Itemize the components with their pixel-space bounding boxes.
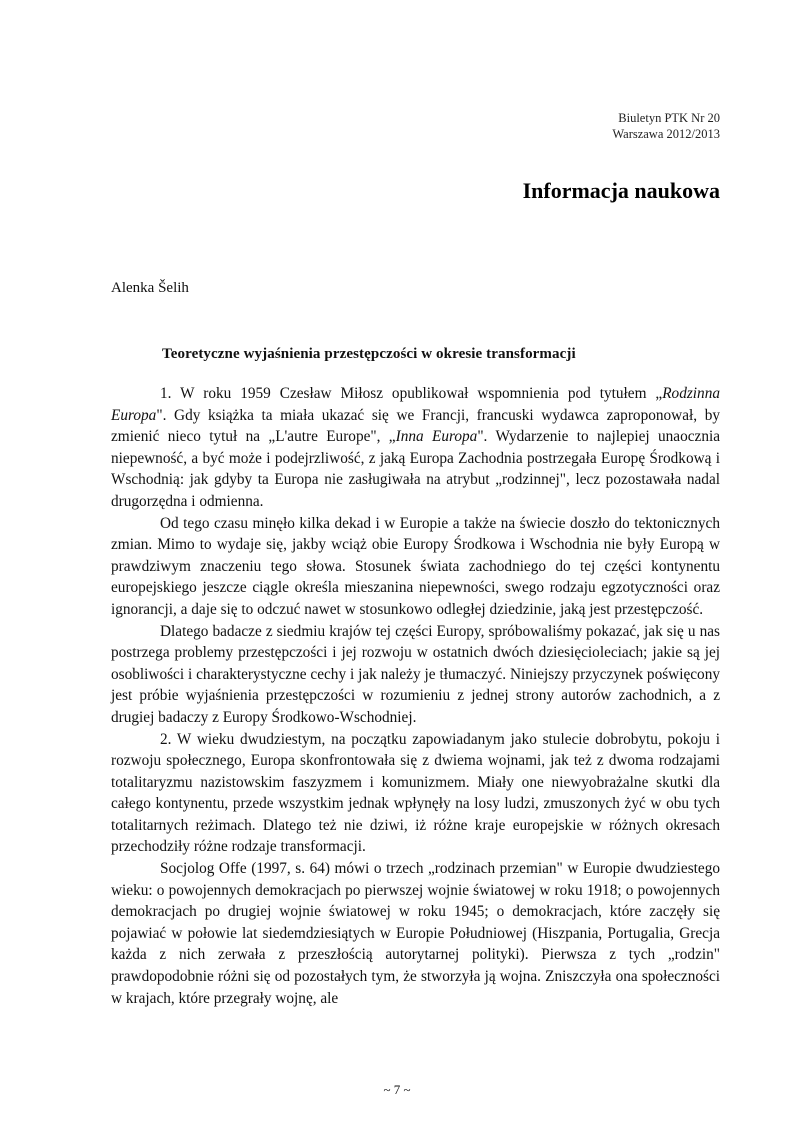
book-title-inna-europa: Inna Europa xyxy=(395,428,478,446)
paragraph-5: Socjolog Offe (1997, s. 64) mówi o trzech „rodzinach przemian" w Europie dwudziestego wieku: o powojennych demokracjach po pierwszej wojnie światowej w roku 1918; o powojennych demokracjach po drugiej wojnie światowej w roku 1945; o demokracjach, które zaczęły się pojawiać w połowie lat siedemdziesiątych w Europie Południowej (Hiszpania, Portugalia, Grecja każda z nich zerwała z przeszłością autorytarnej polityki). Pierwsza z tych „rodzin" prawdopodobnie różni się od pozostałych tym, że stworzyła ją wojna. Zniszczyła ona społeczności w krajach, które przegrały wojnę, ale xyxy=(111,860,720,1007)
section-title: Informacja naukowa xyxy=(522,178,720,203)
paragraph-3: Dlatego badacze z siedmiu krajów tej części Europy, spróbowaliśmy pokazać, jak się u nas postrzega problemy przestępczości i jej rozwoju w ostatnich dwóch dziesięcioleciach; jakie są jej osobliwości i charakterystyczne cechy i jak należy je tłumaczyć. Niniejszy przyczynek poświęcony jest próbie wyjaśnienia przestępczości w rozumieniu z jednej strony autorów zachodnich, a z drugiej badaczy z Europy Środkowo-Wschodniej. xyxy=(111,622,720,726)
author-name: Alenka Šelih xyxy=(111,280,189,296)
page-number: ~ 7 ~ xyxy=(383,1082,411,1097)
journal-name: Biuletyn PTK Nr 20 xyxy=(618,111,720,125)
paragraph-4: 2. W wieku dwudziestym, na początku zapowiadanym jako stulecie dobrobytu, pokoju i rozwoju społecznego, Europa skonfrontowała się z dwiema wojnami, jak też z dwoma rodzajami totalitaryzmu nazistowskim faszyzmem i komunizmem. Miały one niewyobrażalne skutki dla całego kontynentu, przede wszystkim jednak wpłynęły na losy ludzi, zmuszonych żyć w obu tych totalitarnych reżimach. Dlatego też nie dziwi, iż różne kraje europejskie w różnych okresach przechodziły różne rodzaje transformacji. xyxy=(111,730,720,856)
place-year: Warszawa 2012/2013 xyxy=(612,127,720,141)
paragraph-2: Od tego czasu minęło kilka dekad i w Europie a także na świecie doszło do tektonicznych zmian. Mimo to wydaje się, jakby wciąż obie Europy Środkowa i Wschodnia nie były Europą w prawdziwym znaczeniu tego słowa. Stosunek świata zachodniego do tej części kontynentu europejskiego jeszcze ciągle określa mieszanina niepewności, swego rodzaju egzotyczności oraz ignorancji, a daje się to odczuć nawet w stosunkowo odległej dziedzinie, jaką jest przestępczość. xyxy=(111,514,720,618)
running-header xyxy=(612,110,720,142)
paragraph-1: 1. W roku 1959 Czesław Miłosz opublikował wspomnienia pod tytułem „Rodzinna Europa". Gdy książka ta miała ukazać się we Francji, francuski wydawca zaproponował, by zmienić nieco tytuł na „L'autre Europe", „Inna Europa". Wydarzenie to najlepiej unaocznia niepewność, a być może i podejrzliwość, z jaką Europa Zachodnia postrzegała Europę Środkową i Wschodnią: jak gdyby ta Europa nie zasługiwała na atrybut „rodzinnej", lecz pozostawała nadal drugorzędna i odmienna. xyxy=(111,385,721,510)
article-body xyxy=(111,383,720,1009)
article-title: Teoretyczne wyjaśnienia przestępczości w okresie transformacji xyxy=(162,346,576,362)
book-title-rodzinna-europa: Rodzinna Europa xyxy=(111,385,720,424)
